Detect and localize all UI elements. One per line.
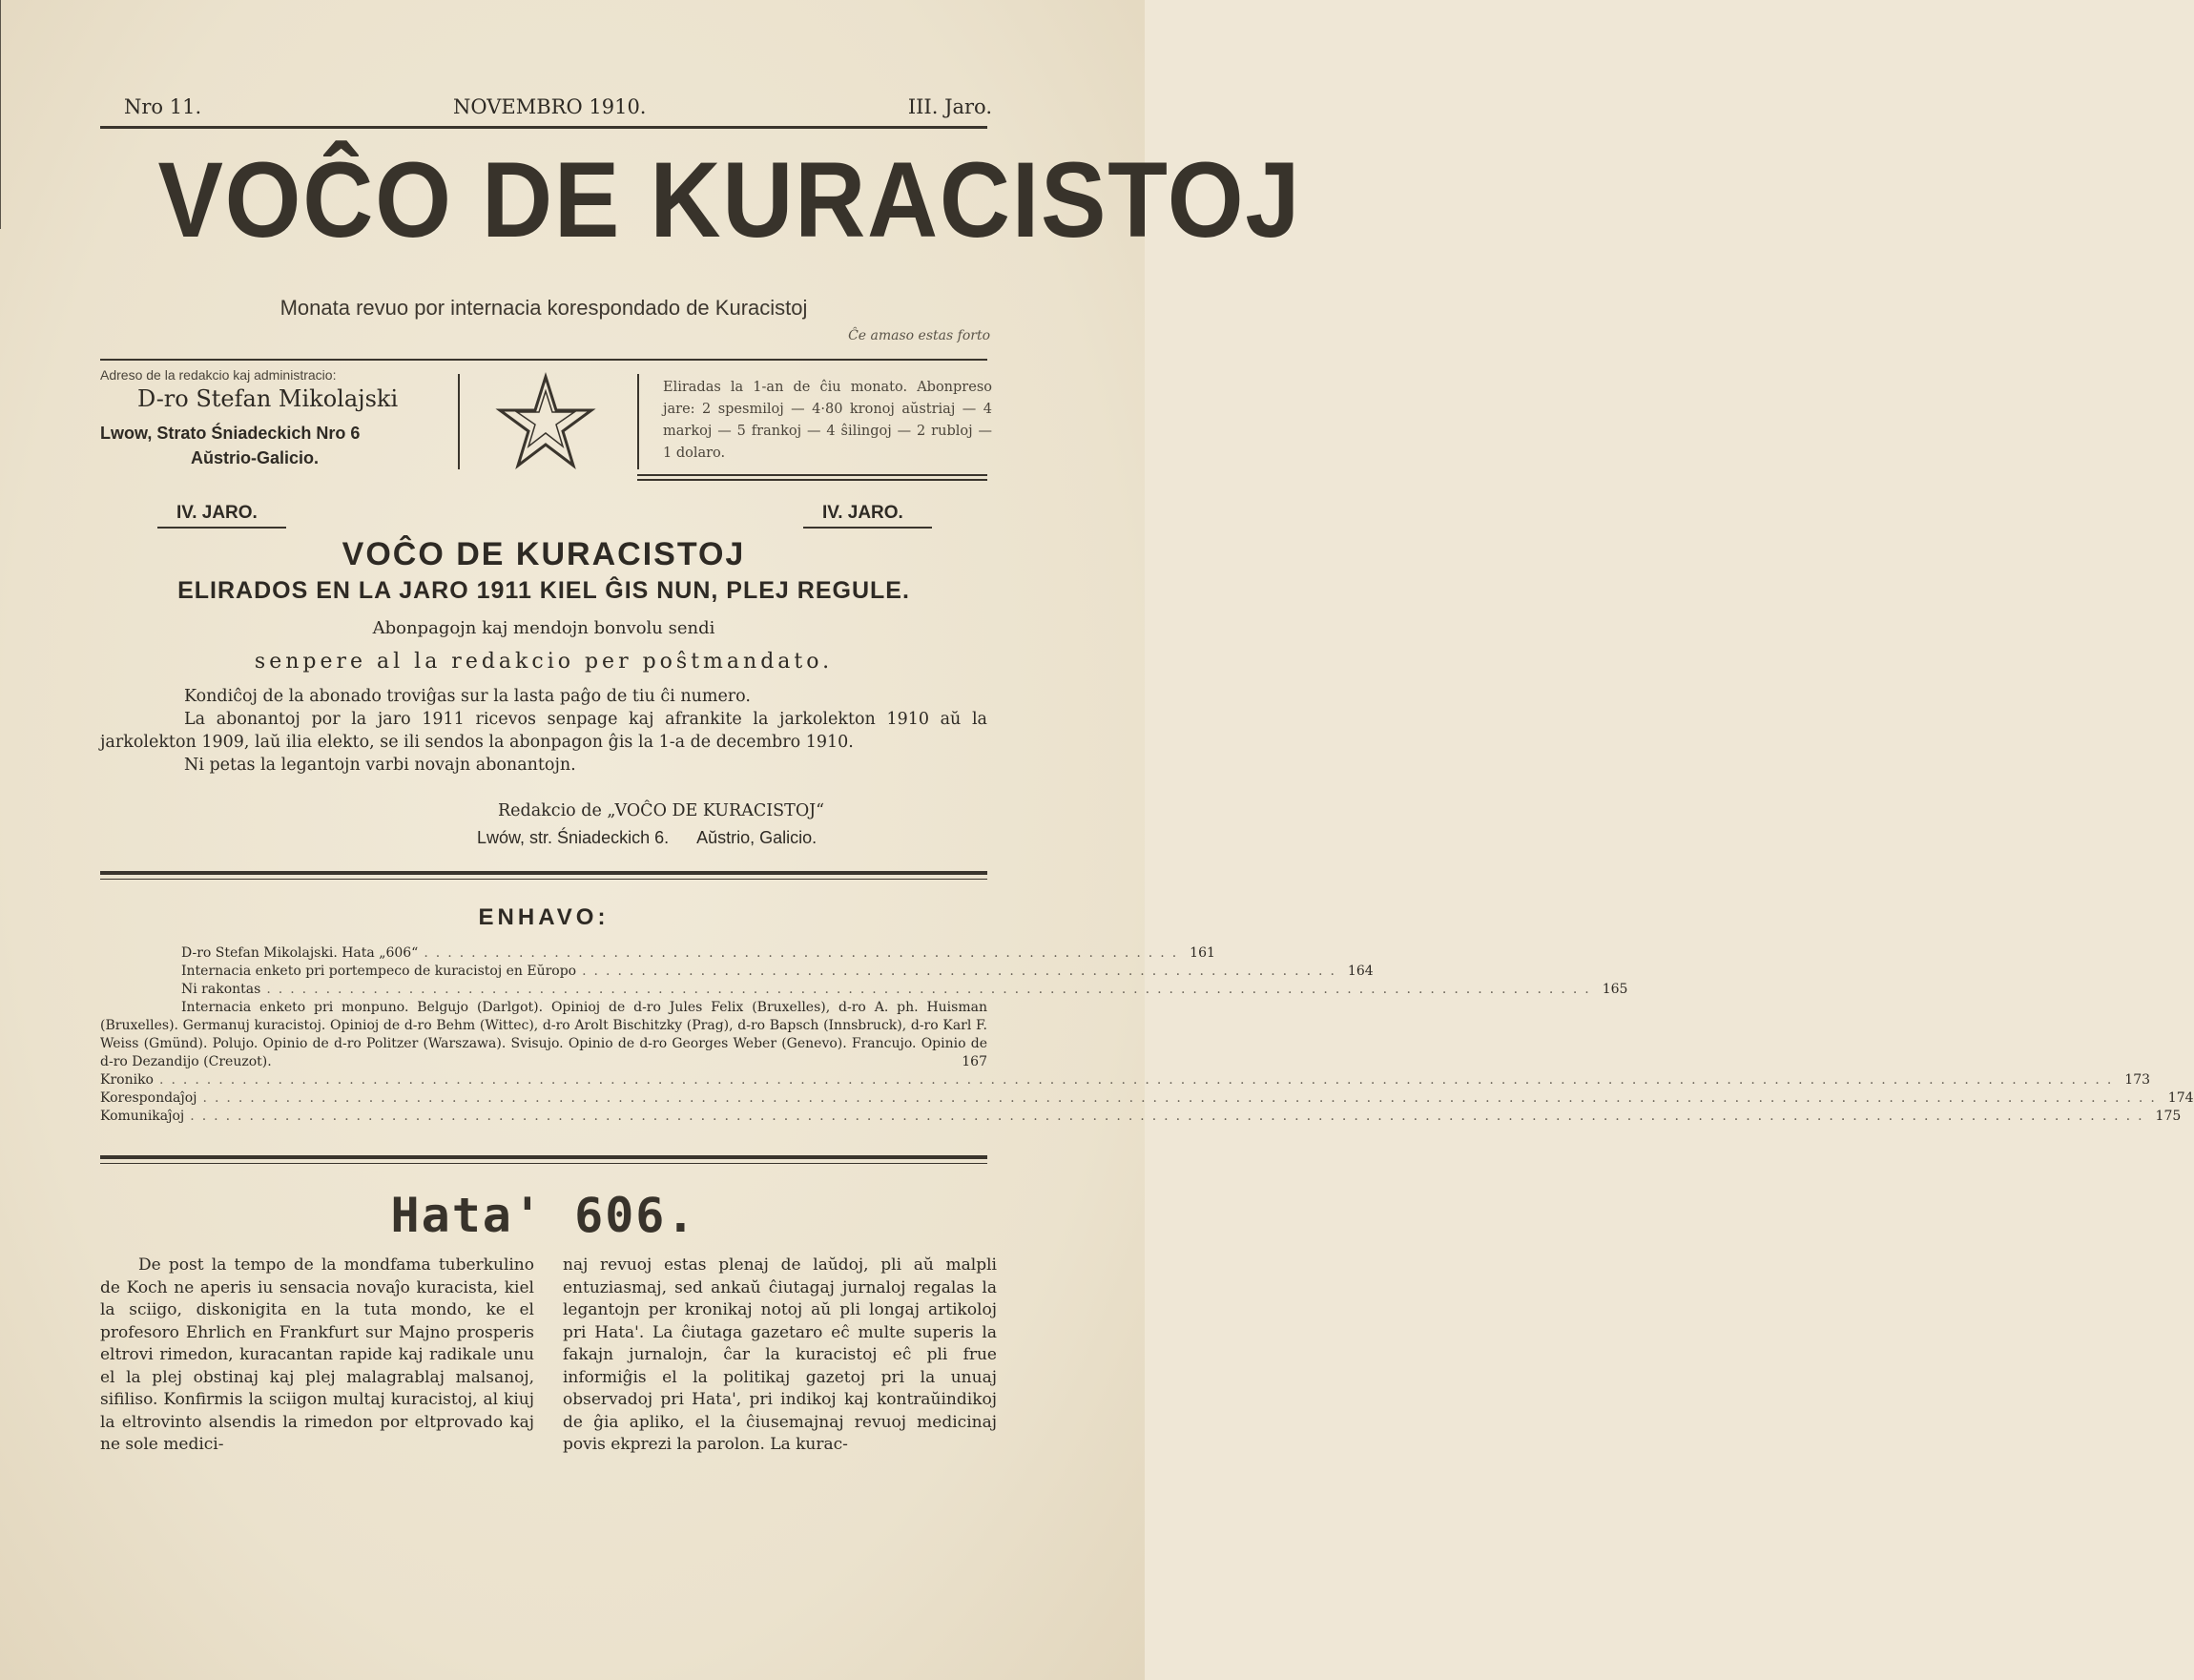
issue-number: Nro 11. [124,95,202,118]
article-column-right [563,1255,997,1457]
notice-jaro-right: IV. JARO. [822,503,903,523]
toc-item: D-ro Stefan Mikolajski. Hata „606“ ................................................................ 161 [181,945,1215,961]
notice-paragraph: La abonantoj por la jaro 1911 ricevos senpage kaj afrankite la jarkolekton 1910 aŭ la jarkolekton 1909, laŭ ilia elekto, se ili sendos la abonpagon ĝis la 1-a de decembro 1910. [100,710,987,752]
editor-name: D-ro Stefan Mikolajski [137,385,399,412]
issue-date: NOVEMBRO 1910. [453,95,647,118]
jaro-left-rule [157,527,286,529]
masthead-title: VOĈO DE KURACISTOJ [157,140,1302,260]
motto: Ĉe amaso estas forto [848,328,990,343]
article-paragraph: naj revuoj estas plenaj de laŭdoj, pli aŭ malpli entuziasmaj, sed ankaŭ ĉiutagaj jurnaloj regalas la legantojn per kronikaj notoj aŭ pli longaj artikoloj pri Hata'. La ĉiutaga gazetaro eĉ multe superis la fakajn jurnalojn, ĉar la kuracistoj eĉ pli frue informiĝis el la politikaj gazetoj pri la unuaj observadoj pri Hata', pri indikoj kaj kontraŭindikoj de ĝia apliko, el la ĉiusemajnaj revuoj medicinaj povis ekprezi la parolon. La kurac- [563,1255,997,1454]
jaro-right-rule [803,527,932,529]
table-of-contents [100,944,2194,1126]
editor-country: Aŭstrio-Galicio. [191,448,320,467]
notice-line-1: Abonpagojn kaj mendojn bonvolu sendi [372,618,715,638]
toc-item: Internacia enketo pri portempeco de kuracistoj en Eŭropo ................................................................ 164 [181,964,1374,979]
header-rule [100,126,987,129]
notice-jaro-left: IV. JARO. [176,503,258,523]
section-rule-2 [100,879,987,880]
terms-divider [637,374,639,469]
toc-item-multiline: Internacia enketo pri monpuno. Belgujo (Darlgot). Opinioj de d-ro Jules Felix (Bruxelles), d-ro A. ph. Huisman (Bruxelles). Germanuj kuracistoj. Opinioj de d-ro Behm (Wittec), d-ro Arolt Bischitzky (Prag), d-ro Bapsch (Innsbruck), d-ro Karl F. Weiss (Gmünd). Polujo. Opinio de d-ro Politzer (Warszawa). Svisujo. Opinio de d-ro Georges Weber (Genevo). Francujo. Opinio de d-ro Dezandijo (Creuzot). 167 [100,1000,987,1069]
notice-body [100,685,987,777]
masthead-subtitle: Monata revuo por internacia korespondado de Kuracistoj [279,296,808,320]
issue-header [100,95,992,124]
notice-title: VOĈO DE KURACISTOJ [342,536,746,572]
esperanto-star-icon [498,374,593,469]
address-divider [458,374,460,469]
terms-rule-1 [637,474,987,476]
notice-subtitle: ELIRADOS EN LA JARO 1911 KIEL ĜIS NUN, PLEJ REGULE. [177,577,910,604]
notice-signature: Redakcio de „VOĈO DE KURACISTOJ“ [498,801,825,820]
section-rule-1 [100,871,987,875]
issue-year: III. Jaro. [907,95,992,118]
address-top-rule [100,359,987,361]
article-paragraph: De post la tempo de la mondfama tuberkulino de Koch ne aperis iu sensacia novaĵo kuracista, kiel la sciigo, diskonigita en la tuta mondo, ke el profesoro Ehrlich en Frankfurt sur Majno prosperis eltrovi rimedon, kuracantan rapide kaj radikale unu el la plej obstinaj kaj plej malagrablaj malsanoj, sifiliso. Konfirmis la sciigon multaj kuracistoj, al kiuj la eltrovinto alsendis la rimedon por eltprovado kaj ne sole medici- [100,1255,534,1454]
toc-item: Ni rakontas ................................................................................................................ 165 [181,982,1628,997]
notice-line-2: senpere al la redakcio per poŝtmandato. [254,650,834,674]
article-title: Hata' 606. [390,1188,697,1243]
notice-paragraph: Ni petas la legantojn varbi novajn abonantojn. [184,756,576,775]
contents-heading: ENHAVO: [478,904,610,930]
notice-paragraph: Kondiĉoj de la abonado troviĝas sur la lasta paĝo de tiu ĉi numero. [184,687,751,706]
section-rule-4 [100,1163,987,1164]
toc-item: Korespondaĵoj ..................................................................................................................................................................... 174 [100,1090,2194,1106]
subscription-terms: Eliradas la 1-an de ĉiu monato. Abonpreso jare: 2 spesmiloj — 4·80 kronoj aŭstriaj — 4 markoj — 5 frankoj — 4 ŝilingoj — 2 rubloj — 1 dolaro. [663,380,992,461]
notice-address: Lwów, str. Śniadeckich 6. Aŭstrio, Galicio. [477,828,818,847]
address-label: Adreso de la redakcio kaj administracio: [100,367,337,383]
column-separator [0,0,1,229]
section-rule-3 [100,1155,987,1159]
article-column-left [100,1255,534,1457]
terms-rule-2 [637,479,987,481]
toc-item: Komunikaĵoj ..................................................................................................................................................................... 175 [100,1109,2182,1124]
editor-street: Lwow, Strato Śniadeckich Nro 6 [100,424,361,443]
toc-item: Kroniko ..................................................................................................................................................................... 173 [100,1072,2151,1088]
